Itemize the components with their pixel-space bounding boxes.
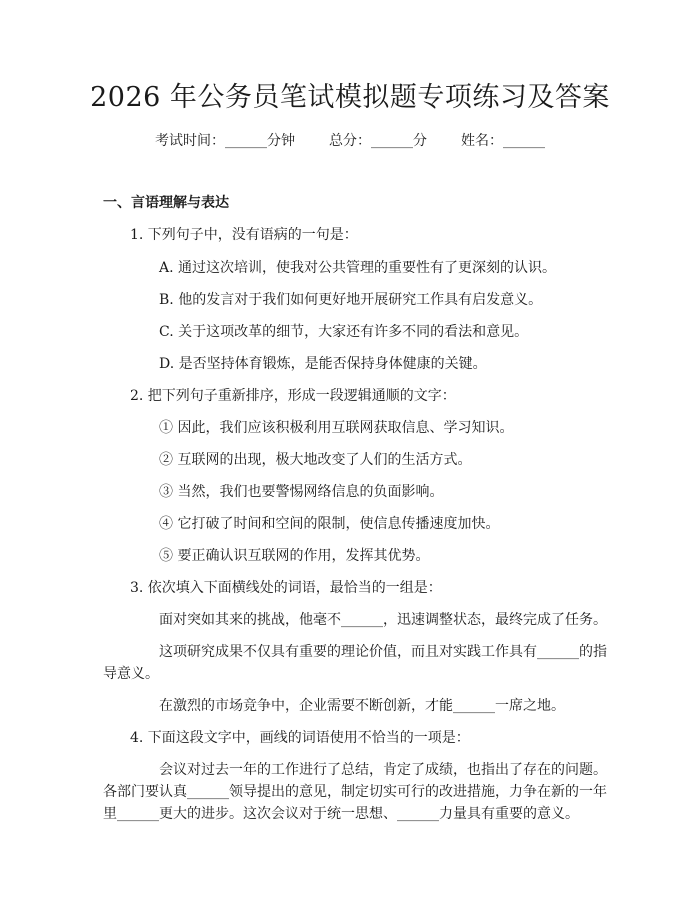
total-score-field: 总分：______分 bbox=[329, 133, 427, 149]
exam-meta bbox=[0, 131, 700, 151]
exam-time-field: 考试时间：______分钟 bbox=[155, 133, 295, 149]
question-4-passage-line-3: 里______更大的进步。这次会议对于统一思想、______力量具有重要的意义。 bbox=[103, 806, 579, 822]
question-3-sentence-3: 在激烈的市场竞争中，企业需要不断创新，才能______一席之地。 bbox=[159, 698, 565, 714]
question-1-stem: 1. 下列句子中，没有语病的一句是： bbox=[130, 227, 358, 243]
question-4-passage-line-1: 会议对过去一年的工作进行了总结，肯定了成绩，也指出了存在的问题。 bbox=[159, 762, 607, 778]
question-1-option-c: C. 关于这项改革的细节，大家还有许多不同的看法和意见。 bbox=[159, 324, 529, 340]
question-1-option-d: D. 是否坚持体育锻炼，是能否保持身体健康的关键。 bbox=[159, 356, 487, 372]
question-4-stem: 4. 下面这段文字中，画线的词语使用不恰当的一项是： bbox=[130, 730, 470, 746]
question-2-item-5: ⑤ 要正确认识互联网的作用，发挥其优势。 bbox=[159, 548, 430, 564]
name-field: 姓名：______ bbox=[461, 133, 545, 149]
section-heading: 一、言语理解与表达 bbox=[103, 195, 229, 211]
question-2-item-4: ④ 它打破了时间和空间的限制，使信息传播速度加快。 bbox=[159, 516, 500, 532]
question-2-item-1: ① 因此，我们应该积极利用互联网获取信息、学习知识。 bbox=[159, 420, 514, 436]
question-3-stem: 3. 依次填入下面横线处的词语，最恰当的一组是： bbox=[130, 580, 442, 596]
question-2-stem: 2. 把下列句子重新排序，形成一段逻辑通顺的文字： bbox=[130, 388, 456, 404]
question-2-item-3: ③ 当然，我们也要警惕网络信息的负面影响。 bbox=[159, 484, 444, 500]
page-title: 2026 年公务员笔试模拟题专项练习及答案 bbox=[90, 82, 610, 113]
question-3-sentence-2-cont: 导意义。 bbox=[103, 666, 159, 682]
question-3-sentence-1: 面对突如其来的挑战，他毫不______，迅速调整状态，最终完成了任务。 bbox=[159, 612, 607, 628]
question-2-item-2: ② 互联网的出现，极大地改变了人们的生活方式。 bbox=[159, 452, 472, 468]
question-3-sentence-2: 这项研究成果不仅具有重要的理论价值，而且对实践工作具有______的指 bbox=[159, 644, 607, 660]
question-1-option-a: A. 通过这次培训，使我对公共管理的重要性有了更深刻的认识。 bbox=[159, 260, 557, 276]
question-4-passage-line-2: 各部门要认真______领导提出的意见，制定切实可行的改进措施，力争在新的一年 bbox=[103, 784, 607, 800]
question-1-option-b: B. 他的发言对于我们如何更好地开展研究工作具有启发意义。 bbox=[159, 292, 543, 308]
